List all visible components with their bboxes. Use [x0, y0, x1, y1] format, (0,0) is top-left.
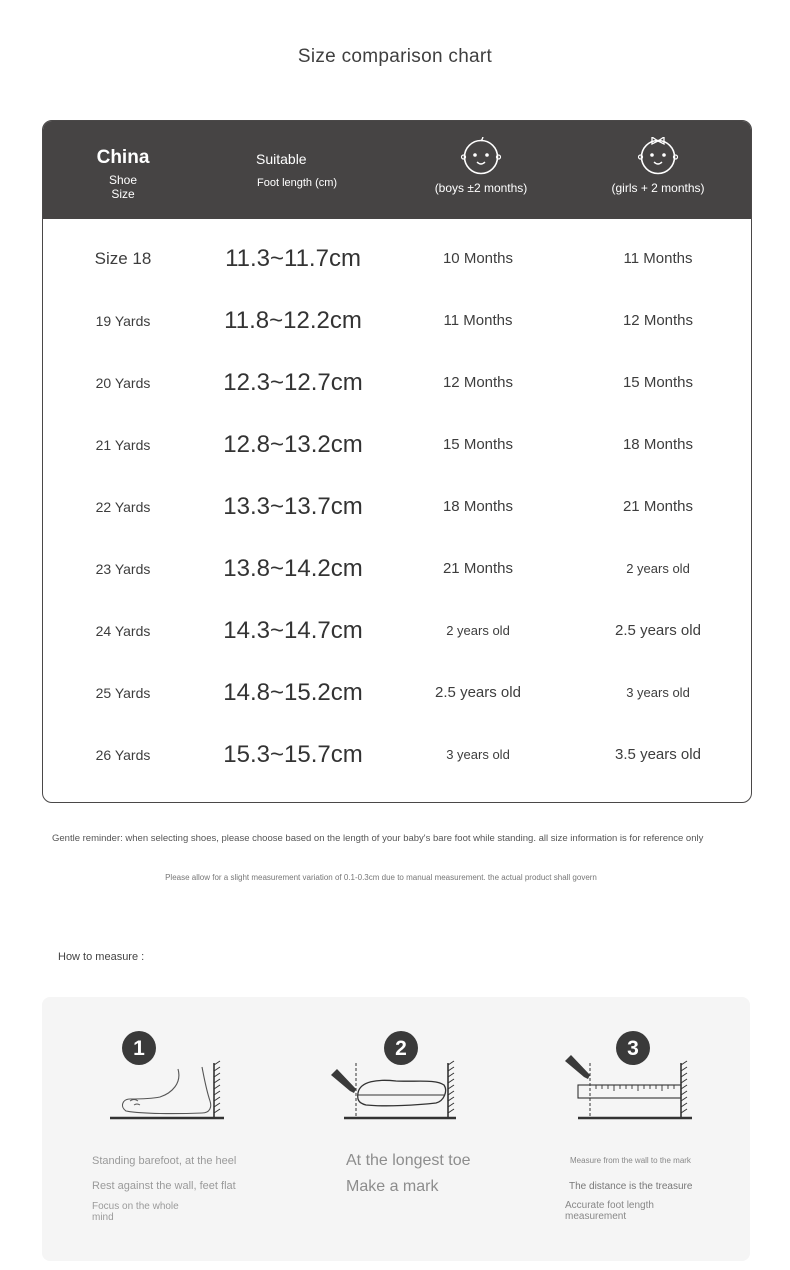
ruler-measure-icon — [560, 1027, 700, 1127]
pen-mark-longest-toe-icon — [326, 1027, 466, 1127]
step-3-number: 3 — [627, 1037, 639, 1060]
step-3-line-2: The distance is the treasure — [569, 1181, 693, 1192]
boys-age-cell: 2.5 years old — [435, 684, 521, 701]
table-row — [43, 405, 751, 467]
measure-steps-panel — [42, 997, 750, 1261]
girls-age-cell: 11 Months — [623, 250, 693, 267]
table-body — [43, 219, 751, 777]
step-1-number: 1 — [133, 1037, 145, 1060]
boys-age-cell: 15 Months — [442, 436, 514, 453]
girls-age-cell: 3 years old — [626, 685, 690, 700]
reminder-note: Gentle reminder: when selecting shoes, please choose based on the length of your baby's bare foot while standing. all size information is for reference only — [52, 833, 704, 844]
foot-against-wall-icon — [106, 1027, 236, 1127]
length-cell: 15.3~15.7cm — [223, 741, 363, 768]
table-row — [43, 343, 751, 405]
variation-note: Please allow for a slight measurement variation of 0.1-0.3cm due to manual measurement. the actual product shall govern — [165, 873, 597, 882]
length-cell: 12.3~12.7cm — [223, 369, 363, 396]
girls-age-cell: 3.5 years old — [615, 746, 701, 763]
girls-age-cell: 12 Months — [622, 312, 694, 329]
step-1-line-2: Rest against the wall, feet flat — [92, 1180, 236, 1192]
size-cell: Size 18 — [94, 249, 152, 268]
girls-age-cell: 2.5 years old — [615, 622, 701, 639]
size-cell: 20 Yards — [95, 375, 151, 391]
header-boys — [411, 137, 551, 195]
girls-age-cell: 15 Months — [622, 374, 694, 391]
header-china-shoe-size — [73, 147, 173, 201]
table-row — [43, 715, 751, 777]
boys-age-cell: 3 years old — [446, 747, 510, 762]
table-row — [43, 591, 751, 653]
baby-girl-face-icon — [637, 137, 679, 175]
size-cell: 26 Yards — [95, 747, 151, 763]
table-row — [43, 467, 751, 529]
header-girls — [588, 137, 728, 195]
length-cell: 14.3~14.7cm — [223, 617, 363, 644]
header-foot-length — [233, 151, 373, 189]
header-shoe: Shoe — [108, 173, 138, 187]
table-row — [43, 281, 751, 343]
girls-age-cell: 21 Months — [622, 498, 694, 515]
header-suitable: Suitable — [256, 151, 307, 167]
girls-age-cell: 2 years old — [626, 561, 690, 576]
step-2-line-1: At the longest toe — [346, 1152, 471, 1169]
step-2-line-2: Make a mark — [346, 1178, 439, 1195]
step-2-number: 2 — [395, 1037, 407, 1060]
length-cell: 13.3~13.7cm — [223, 493, 363, 520]
header-girls-label: (girls + 2 months) — [611, 181, 705, 195]
size-cell: 21 Yards — [95, 437, 151, 453]
boys-age-cell: 18 Months — [442, 498, 514, 515]
length-cell: 11.3~11.7cm — [225, 245, 361, 272]
size-cell: 25 Yards — [95, 685, 151, 701]
page-title: Size comparison chart — [297, 46, 493, 67]
size-cell: 24 Yards — [95, 623, 151, 639]
length-cell: 12.8~13.2cm — [223, 431, 363, 458]
boys-age-cell: 21 Months — [442, 560, 514, 577]
size-cell: 23 Yards — [95, 561, 151, 577]
step-1-line-1: Standing barefoot, at the heel — [92, 1155, 237, 1167]
step-3-line-1: Measure from the wall to the mark — [570, 1156, 691, 1165]
boys-age-cell: 12 Months — [442, 374, 514, 391]
step-1-line-3: Focus on the whole mind — [92, 1201, 179, 1223]
boys-age-cell: 11 Months — [443, 312, 513, 329]
header-size: Size — [111, 187, 135, 201]
length-cell: 14.8~15.2cm — [223, 679, 363, 706]
header-china: China — [96, 147, 150, 168]
length-cell: 13.8~14.2cm — [223, 555, 363, 582]
size-cell: 22 Yards — [95, 499, 151, 515]
table-header — [43, 121, 751, 219]
table-row — [43, 529, 751, 591]
girls-age-cell: 18 Months — [622, 436, 694, 453]
table-row — [43, 219, 751, 281]
size-cell: 19 Yards — [95, 313, 151, 329]
baby-boy-face-icon — [460, 137, 502, 175]
boys-age-cell: 10 Months — [442, 250, 514, 267]
size-table — [42, 120, 752, 803]
step-3-line-3: Accurate foot length measurement — [565, 1200, 654, 1222]
table-row — [43, 653, 751, 715]
header-boys-label: (boys ±2 months) — [434, 181, 528, 195]
boys-age-cell: 2 years old — [446, 623, 510, 638]
length-cell: 11.8~12.2cm — [224, 307, 362, 334]
header-foot-length-label: Foot length (cm) — [257, 177, 338, 189]
how-to-measure-title: How to measure : — [58, 951, 145, 963]
